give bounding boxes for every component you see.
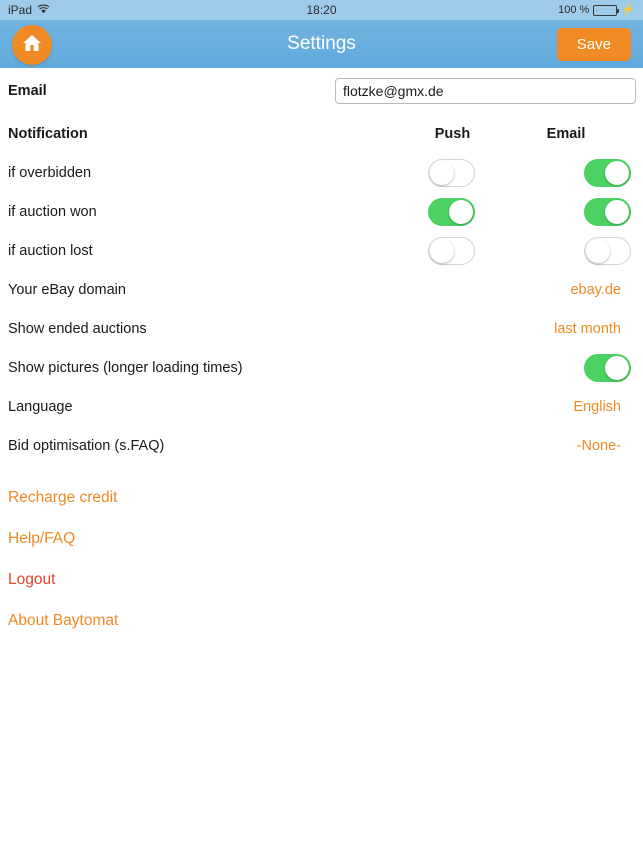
row-label: Show ended auctions bbox=[8, 320, 147, 337]
lightning-bolt-icon: ⚡ bbox=[621, 3, 635, 16]
logout-link[interactable]: Logout bbox=[8, 570, 56, 588]
show-pictures-toggle[interactable] bbox=[584, 354, 631, 382]
home-button[interactable] bbox=[12, 25, 52, 65]
help-faq-link[interactable]: Help/FAQ bbox=[8, 529, 76, 547]
push-toggle-overbidden[interactable] bbox=[428, 159, 475, 187]
row-label: Bid optimisation (s.FAQ) bbox=[8, 437, 165, 454]
row-label: Language bbox=[8, 398, 73, 415]
notification-row-auction-won bbox=[8, 192, 635, 231]
link-row-logout[interactable] bbox=[8, 559, 635, 600]
status-bar-right bbox=[558, 4, 635, 16]
row-label: if overbidden bbox=[8, 164, 92, 181]
page-title: Settings bbox=[287, 33, 356, 54]
status-bar bbox=[0, 0, 643, 20]
status-bar-left bbox=[8, 3, 50, 17]
email-toggle-overbidden[interactable] bbox=[584, 159, 631, 187]
language-value[interactable]: English bbox=[573, 398, 621, 415]
column-header-push: Push bbox=[434, 125, 471, 142]
row-label: Your eBay domain bbox=[8, 281, 126, 298]
battery-percent-label: 100 % bbox=[558, 4, 590, 16]
column-header-email: Email bbox=[546, 125, 586, 142]
link-row-help-faq[interactable] bbox=[8, 518, 635, 559]
save-button[interactable]: Save bbox=[557, 28, 631, 61]
row-label: if auction lost bbox=[8, 242, 93, 259]
show-ended-auctions-value[interactable]: last month bbox=[554, 320, 621, 337]
setting-row-language[interactable] bbox=[8, 387, 635, 426]
notification-header-row bbox=[8, 114, 635, 153]
setting-row-ebay-domain[interactable] bbox=[8, 270, 635, 309]
email-row bbox=[8, 68, 635, 114]
notification-row-overbidden bbox=[8, 153, 635, 192]
push-toggle-auction-won[interactable] bbox=[428, 198, 475, 226]
ebay-domain-value[interactable]: ebay.de bbox=[570, 281, 621, 298]
notification-row-auction-lost bbox=[8, 231, 635, 270]
email-toggle-auction-won[interactable] bbox=[584, 198, 631, 226]
row-label: Show pictures (longer loading times) bbox=[8, 359, 243, 376]
recharge-credit-link[interactable]: Recharge credit bbox=[8, 488, 118, 506]
navigation-bar bbox=[0, 20, 643, 68]
email-label: Email bbox=[8, 83, 47, 99]
battery-icon bbox=[593, 5, 617, 16]
email-toggle-auction-lost[interactable] bbox=[584, 237, 631, 265]
about-baytomat-link[interactable]: About Baytomat bbox=[8, 611, 119, 629]
link-row-about[interactable] bbox=[8, 600, 635, 641]
push-toggle-auction-lost[interactable] bbox=[428, 237, 475, 265]
carrier-label: iPad bbox=[8, 3, 33, 17]
home-icon bbox=[21, 32, 43, 59]
setting-row-bid-optimisation[interactable] bbox=[8, 426, 635, 465]
bid-optimisation-value[interactable]: -None- bbox=[576, 437, 621, 454]
setting-row-show-ended-auctions[interactable] bbox=[8, 309, 635, 348]
setting-row-show-pictures bbox=[8, 348, 635, 387]
email-input[interactable] bbox=[335, 78, 636, 104]
status-bar-clock: 18:20 bbox=[306, 3, 337, 17]
notification-section-label: Notification bbox=[8, 125, 88, 142]
wifi-icon bbox=[37, 3, 50, 17]
row-label: if auction won bbox=[8, 203, 97, 220]
settings-content bbox=[0, 68, 643, 641]
link-row-recharge-credit[interactable] bbox=[8, 477, 635, 518]
